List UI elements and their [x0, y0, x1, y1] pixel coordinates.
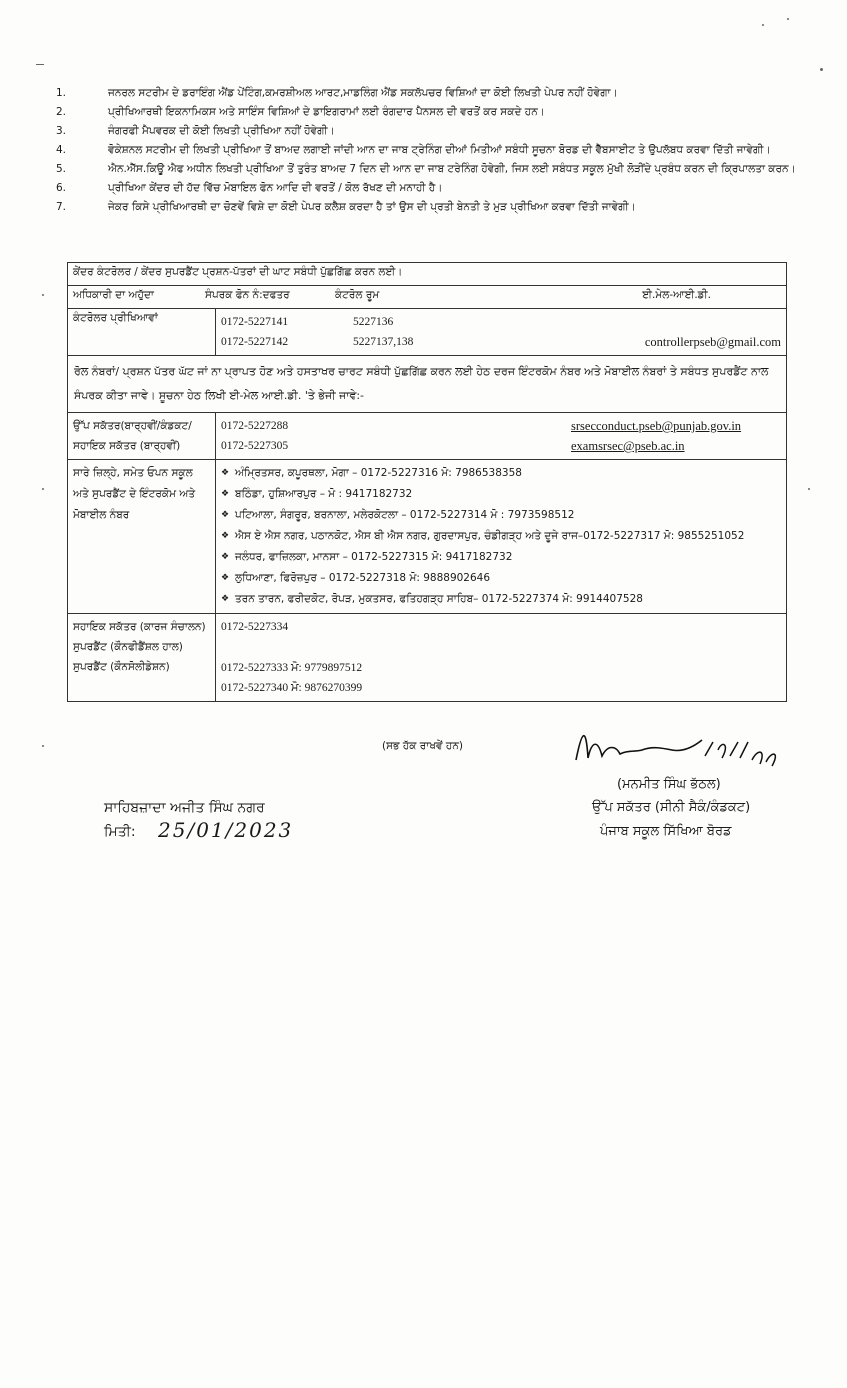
- controller-control-1: 5227136: [353, 316, 394, 328]
- instruction-text: ਪ੍ਰੀਖਿਆ ਕੇਂਦਰ ਦੀ ਹੱਦ ਵਿੱਚ ਮੋਬਾਇਲ ਫੋਨ ਆਦਿ ਦੀ ਵਰਤੋਂ / ਕੋਲ ਰੱਖਣ ਦੀ ਮਨਾਹੀ ਹੈ।: [108, 182, 443, 194]
- instruction-number: 7.: [56, 201, 67, 213]
- instruction-item: [52, 181, 807, 196]
- instruction-item: [52, 162, 807, 177]
- contact-table: [67, 262, 787, 702]
- instruction-number: 5.: [56, 163, 67, 175]
- header-email: ਈ.ਮੇਲ-ਆਈ.ਡੀ.: [642, 289, 711, 301]
- date-label: ਮਿਤੀ:: [104, 824, 136, 840]
- deputy-contacts: [216, 413, 787, 460]
- district-item: ❖ ਲੁਧਿਆਣਾ, ਫਿਰੋਜ਼ਪੁਰ – 0172-5227318 ਮੋ: 9888902646: [221, 568, 781, 589]
- instruction-text: ਪ੍ਰੀਖਿਆਰਥੀ ਇਕਨਾਮਿਕਸ ਅਤੇ ਸਾਇੰਸ ਵਿਸ਼ਿਆਂ ਦੇ ਡਾਇਗਰਾਮਾਂ ਲਈ ਰੰਗਦਾਰ ਪੈਨਸਲ ਦੀ ਵਰਤੋਂ ਕਰ ਸਕਦੇ ਹਨ।: [108, 106, 545, 118]
- district-item: ❖ ਬਠਿੰਡਾ, ਹੁਸ਼ਿਆਰਪੁਰ – ਮੋ : 9417182732: [221, 484, 781, 505]
- instruction-text: ਜੇਕਰ ਕਿਸੇ ਪ੍ਰੀਖਿਆਰਥੀ ਦਾ ਚੋਣਵੇਂ ਵਿਸ਼ੇ ਦਾ ਕੋਈ ਪੇਪਰ ਕਲੈਸ਼ ਕਰਦਾ ਹੈ ਤਾਂ ਉਸ ਦੀ ਪ੍ਰਤੀ ਬੇਨਤੀ ਤੇ ਮੁੜ ਪ੍ਰੀਖਿਆ ਕਰਵਾ ਦਿੱਤੀ ਜਾਵੇਗੀ।: [108, 201, 636, 213]
- instruction-number: 3.: [56, 125, 67, 137]
- instruction-item: [52, 200, 807, 215]
- controller-email[interactable]: controllerpseb@gmail.com: [644, 335, 781, 349]
- district-item: ❖ ਪਟਿਆਲਾ, ਸੰਗਰੂਰ, ਬਰਨਾਲਾ, ਮਲੇਰਕੋਟਲਾ – 0172-5227314 ਮੋ : 7973598512: [221, 505, 781, 526]
- districts-contacts: [216, 460, 787, 614]
- signer-organization: ਪੰਜਾਬ ਸਕੂਲ ਸਿੱਖਿਆ ਬੋਰਡ: [600, 824, 732, 839]
- superintendent-consolidation-title: ਸੁਪਰਡੈਂਟ (ਕੌਨਸੋਲੀਡੇਸ਼ਨ): [73, 661, 170, 673]
- deputy-email-1[interactable]: srsecconduct.pseb@punjab.gov.in: [571, 419, 742, 433]
- scan-speck: [42, 488, 44, 490]
- districts-title: ਸਾਰੇ ਜ਼ਿਲ੍ਹੇ, ਸਮੇਤ ਓਪਨ ਸਕੂਲ ਅਤੇ ਸੁਪਰਡੈਂਟ ਦੇ ਇੰਟਰਕੋਮ ਅਤੇ ਮੋਬਾਈਲ ਨੰਬਰ: [68, 460, 216, 614]
- deputy-phone-1: 0172-5227288: [221, 420, 289, 432]
- asst-secretary-title: ਸਹਾਇਕ ਸਕੱਤਰ (ਕਾਰਜ ਸੰਚਾਲਨ): [73, 621, 206, 633]
- controller-control-2: 5227137,138: [353, 336, 414, 348]
- instruction-number: 1.: [56, 87, 67, 99]
- scan-speck: [787, 18, 789, 20]
- district-item: ❖ ਜਲੰਧਰ, ਫਾਜ਼ਿਲਕਾ, ਮਾਨਸਾ – 0172-5227315 ਮੋ: 9417182732: [221, 547, 781, 568]
- deputy-title-1: ਉੱਪ ਸਕੱਤਰ(ਬਾਰ੍ਹਵੀਂ/ਕੰਡਕਟ/: [73, 420, 192, 432]
- district-item: ❖ ਐਸ ਏ ਐਸ ਨਗਰ, ਪਠਾਨਕੋਟ, ਐਸ ਬੀ ਐਸ ਨਗਰ, ਗੁਰਦਾਸਪੁਰ, ਚੰਡੀਗੜ੍ਹ ਅਤੇ ਦੂਜੇ ਰਾਜ–0172-5227317 ਮੋ: 9855251052: [221, 526, 781, 547]
- controller-title: ਕੰਟਰੋਲਰ ਪ੍ਰੀਖਿਆਵਾਂ: [68, 309, 216, 356]
- date-value: 25/01/2023: [158, 818, 294, 842]
- instruction-item: [52, 143, 807, 158]
- instruction-text: ਜਨਰਲ ਸਟਰੀਮ ਦੇ ਡਰਾਇੰਗ ਐਂਡ ਪੇਂਟਿੰਗ,ਕਮਰਸ਼ੀਅਲ ਆਰਟ,ਮਾਡਲਿੰਗ ਐਂਡ ਸਕਲੱਪਚਰ ਵਿਸ਼ਿਆਂ ਦਾ ਕੋਈ ਲਿਖਤੀ ਪੇਪਰ ਨਹੀਂ ਹੋਵੇਗਾ।: [108, 87, 618, 99]
- instruction-item: [52, 124, 807, 139]
- instruction-text: ਜੰਗਰਫੀ ਮੈਪਵਰਕ ਦੀ ਕੋਈ ਲਿਖਤੀ ਪ੍ਰੀਖਿਆ ਨਹੀਂ ਹੋਵੇਗੀ।: [108, 125, 335, 137]
- superintendent-confidential-title: ਸੁਪਰਡੈਂਟ (ਕੌਨਫੀਡੈਂਸ਼ਲ ਹਾਲ): [73, 641, 183, 653]
- deputy-title-cell: [68, 413, 216, 460]
- instruction-number: 4.: [56, 144, 67, 156]
- deputy-email-2[interactable]: examsrsec@pseb.ac.in: [571, 439, 685, 453]
- controller-contacts: [216, 309, 787, 356]
- instruction-text: ਐਨ.ਐੱਸ.ਕਿਊ ਐਫ ਅਧੀਨ ਲਿਖਤੀ ਪ੍ਰੀਖਿਆ ਤੋਂ ਤੁਰੰਤ ਬਾਅਦ 7 ਦਿਨ ਦੀ ਆਨ ਦਾ ਜਾਬ ਟਰੇਨਿੰਗ ਹੋਵੇਗੀ, ਜਿਸ ਲਈ ਸਬੰਧਤ ਸਕੂਲ ਮੁੱਖੀ ਲੋੜੀਂਦੇ ਪ੍ਰਬੰਧ ਕਰਨ ਦੀ ਕ੍ਰਿਪਾਲਤਾ ਕਰਨ।: [108, 163, 796, 175]
- instruction-item: [52, 86, 807, 101]
- instruction-text: ਵੋਕੇਸ਼ਨਲ ਸਟਰੀਮ ਦੀ ਲਿਖਤੀ ਪ੍ਰੀਖਿਆ ਤੋਂ ਬਾਅਦ ਲਗਾਈ ਜਾਂਦੀ ਆਨ ਦਾ ਜਾਬ ਟ੍ਰੇਨਿੰਗ ਦੀਆਂ ਮਿਤੀਆਂ ਸਬੰਧੀ ਸੂਚਨਾ ਬੋਰਡ ਦੀ ਵੈੱਬਸਾਈਟ ਤੇ ਉਪਲੱਬਧ ਕਰਵਾ ਦਿੱਤੀ ਜਾਵੇਗੀ।: [108, 144, 771, 156]
- place-name: ਸਾਹਿਬਜ਼ਾਦਾ ਅਜੀਤ ਸਿੰਘ ਨਗਰ: [104, 800, 265, 816]
- asst-secretary-phone: 0172-5227334: [221, 621, 289, 633]
- instruction-number: 2.: [56, 106, 67, 118]
- scan-speck: [36, 64, 44, 65]
- signer-title: ਉੱਪ ਸਕੱਤਰ (ਸੀਨੀ ਸੈਕੰ/ਕੰਡਕਟ): [592, 800, 751, 815]
- deputy-phone-2: 0172-5227305: [221, 440, 289, 452]
- table-header-row: [68, 286, 787, 309]
- notice-text: ਰੋਲ ਨੰਬਰਾਂ/ ਪ੍ਰਸ਼ਨ ਪੱਤਰ ਘੱਟ ਜਾਂ ਨਾ ਪ੍ਰਾਪਤ ਹੋਣ ਅਤੇ ਹਸਤਾਖਰ ਚਾਰਟ ਸਬੰਧੀ ਪੁੱਛਗਿੱਛ ਕਰਨ ਲਈ ਹੇਠ ਦਰਜ ਇੰਟਰਕੋਮ ਨੰਬਰ ਅਤੇ ਮੋਬਾਈਲ ਨੰਬਰਾਂ ਤੇ ਸਬੰਧਤ ਸੁਪਰਡੈਂਟ ਨਾਲ ਸੰਪਰਕ ਕੀਤਾ ਜਾਵੇ। ਸੂਚਨਾ ਹੇਠ ਲਿਖੀ ਈ-ਮੇਲ ਆਈ.ਡੀ. 'ਤੇ ਭੇਜੀ ਜਾਵੇ:-: [68, 356, 787, 413]
- table-caption: ਕੇਂਦਰ ਕੰਟਰੋਲਰ / ਕੇਂਦਰ ਸੁਪਰਡੈਂਟ ਪ੍ਰਸ਼ਨ-ਪੱਤਰਾਂ ਦੀ ਘਾਟ ਸਬੰਧੀ ਪੁੱਛਗਿੱਛ ਕਰਨ ਲਈ।: [68, 263, 787, 286]
- bottom-phones: [216, 614, 787, 702]
- instruction-item: [52, 105, 807, 120]
- district-list: [221, 463, 781, 610]
- scan-speck: [762, 24, 764, 26]
- superintendent-consolidation-phone: 0172-5227340 ਮੋ: 9876270399: [221, 682, 363, 694]
- bottom-titles: [68, 614, 216, 702]
- handwritten-signature: [572, 720, 782, 775]
- instruction-number: 6.: [56, 182, 67, 194]
- district-item: ❖ ਅੰਮ੍ਰਿਤਸਰ, ਕਪੂਰਥਲਾ, ਮੋਗਾ – 0172-5227316 ਮੋ: 7986538358: [221, 463, 781, 484]
- scan-speck: [42, 745, 44, 747]
- superintendent-confidential-phone: 0172-5227333 ਮੋ: 9779897512: [221, 662, 363, 674]
- header-phone: ਸੰਪਰਕ ਫੋਨ ਨੰ:ਦਫਤਰ: [205, 289, 290, 301]
- scan-speck: [42, 294, 44, 296]
- instruction-list: [52, 86, 807, 219]
- controller-phone-2: 0172-5227142: [221, 336, 289, 348]
- header-control-room: ਕੰਟਰੋਲ ਰੂਮ: [335, 289, 380, 301]
- header-official: ਅਧਿਕਾਰੀ ਦਾ ਅਹੁੱਦਾ: [73, 289, 154, 301]
- controller-phone-1: 0172-5227141: [221, 316, 289, 328]
- scan-speck: [808, 488, 810, 490]
- deputy-title-2: ਸਹਾਇਕ ਸਕੱਤਰ (ਬਾਰ੍ਹਵੀਂ): [73, 440, 181, 452]
- district-item: ❖ ਤਰਨ ਤਾਰਨ, ਫਰੀਦਕੋਟ, ਰੋਪੜ, ਮੁਕਤਸਰ, ਫਤਿਹਗੜ੍ਹ ਸਾਹਿਬ– 0172-5227374 ਮੋ: 9914407528: [221, 589, 781, 610]
- scan-speck: [820, 68, 823, 71]
- signer-name: (ਮਨਮੀਤ ਸਿੰਘ ਭੱਠਲ): [617, 777, 721, 792]
- rights-reserved: (ਸਭ ਹੱਕ ਰਾਖਵੇਂ ਹਨ): [382, 740, 463, 752]
